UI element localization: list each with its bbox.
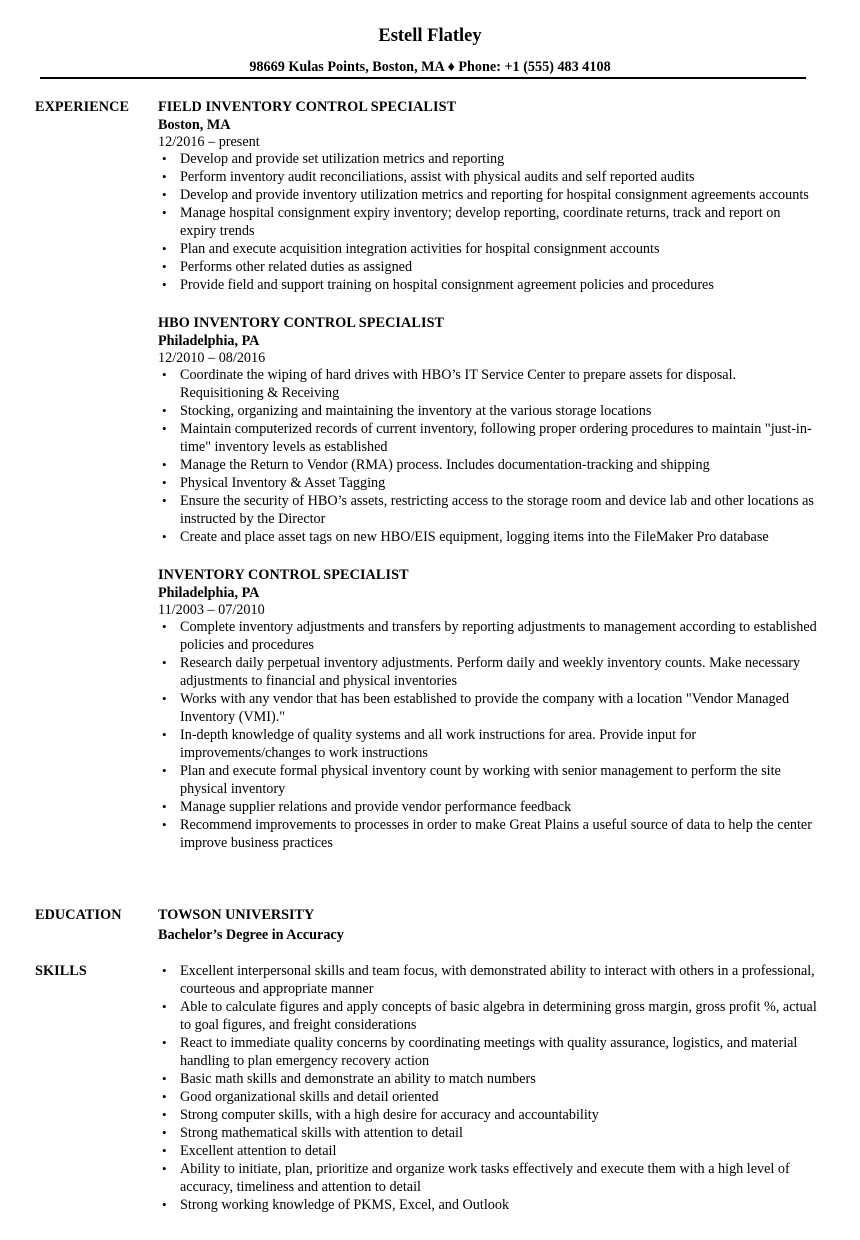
skill-item: • Basic math skills and demonstrate an ability to match numbers <box>158 1070 818 1088</box>
job-dates: 11/2003 – 07/2010 <box>158 602 265 618</box>
job-entry <box>158 314 818 546</box>
skill-item: • Strong mathematical skills with attention to detail <box>158 1124 818 1142</box>
job-location: Philadelphia, PA <box>158 585 260 601</box>
job-bullets <box>158 366 818 546</box>
job-bullet: • Maintain computerized records of current inventory, following proper ordering procedures to maintain "just-in-time" inventory levels as established <box>158 420 818 456</box>
contact-line: 98669 Kulas Points, Boston, MA ♦ Phone: +1 (555) 483 4108 <box>249 59 611 75</box>
job-bullet: • Recommend improvements to processes in order to make Great Plains a useful source of data to help the center improve business practices <box>158 816 818 852</box>
experience-list <box>158 98 818 872</box>
skill-item: • Excellent attention to detail <box>158 1142 818 1160</box>
skills-list-container <box>158 962 818 1214</box>
skills-list <box>158 962 818 1214</box>
job-bullet: • Develop and provide set utilization metrics and reporting <box>158 150 818 168</box>
job-bullet: • Research daily perpetual inventory adjustments. Perform daily and weekly inventory counts. Make necessary adjustments to financial and physical inventories <box>158 654 818 690</box>
job-bullet: • Works with any vendor that has been established to provide the company with a location "Vendor Managed Inventory (VMI)." <box>158 690 818 726</box>
skill-item: • Ability to initiate, plan, prioritize and organize work tasks effectively and execute them with a high level of accuracy, timeliness and attention to detail <box>158 1160 818 1196</box>
job-bullet: • Physical Inventory & Asset Tagging <box>158 474 818 492</box>
degree: Bachelor’s Degree in Accuracy <box>158 927 344 943</box>
job-title: FIELD INVENTORY CONTROL SPECIALIST <box>158 99 457 115</box>
job-bullets <box>158 150 818 294</box>
job-bullet: • Develop and provide inventory utilization metrics and reporting for hospital consignment agreements accounts <box>158 186 818 204</box>
job-entry <box>158 566 818 852</box>
job-bullet: • Create and place asset tags on new HBO/EIS equipment, logging items into the FileMaker Pro database <box>158 528 818 546</box>
job-bullet: • Complete inventory adjustments and transfers by reporting adjustments to management according to established policies and procedures <box>158 618 818 654</box>
skill-item: • Excellent interpersonal skills and team focus, with demonstrated ability to interact with others in a professional, courteous and appropriate manner <box>158 962 818 998</box>
section-label-skills: SKILLS <box>35 963 87 979</box>
job-location: Boston, MA <box>158 117 231 133</box>
school-name: TOWSON UNIVERSITY <box>158 907 315 923</box>
job-bullet: • Coordinate the wiping of hard drives with HBO’s IT Service Center to prepare assets for disposal. Requisitioning & Receiving <box>158 366 818 402</box>
job-entry <box>158 98 818 294</box>
job-dates: 12/2016 – present <box>158 134 260 150</box>
job-bullet: • Stocking, organizing and maintaining the inventory at the various storage locations <box>158 402 818 420</box>
job-dates: 12/2010 – 08/2016 <box>158 350 266 366</box>
job-bullet: • Perform inventory audit reconciliations, assist with physical audits and self reported audits <box>158 168 818 186</box>
job-bullet: • Manage hospital consignment expiry inventory; develop reporting, coordinate returns, track and report on expiry trends <box>158 204 818 240</box>
skill-item: • Strong working knowledge of PKMS, Excel, and Outlook <box>158 1196 818 1214</box>
candidate-name: Estell Flatley <box>378 26 482 46</box>
job-bullet: • In-depth knowledge of quality systems and all work instructions for area. Provide input for improvements/changes to work instructions <box>158 726 818 762</box>
job-bullet: • Provide field and support training on hospital consignment agreement policies and procedures <box>158 276 818 294</box>
job-bullet: • Plan and execute formal physical inventory count by working with senior management to perform the site physical inventory <box>158 762 818 798</box>
skill-item: • Able to calculate figures and apply concepts of basic algebra in determining gross margin, gross profit %, actual to goal figures, and freight considerations <box>158 998 818 1034</box>
skill-item: • React to immediate quality concerns by coordinating meetings with quality assurance, logistics, and material handling to plan emergency recovery action <box>158 1034 818 1070</box>
job-bullets <box>158 618 818 852</box>
job-bullet: • Performs other related duties as assigned <box>158 258 818 276</box>
skill-item: • Strong computer skills, with a high desire for accuracy and accountability <box>158 1106 818 1124</box>
education-entry <box>158 906 818 946</box>
section-label-experience: EXPERIENCE <box>35 99 130 115</box>
header-divider <box>40 77 806 79</box>
job-title: INVENTORY CONTROL SPECIALIST <box>158 567 409 583</box>
skill-item: • Good organizational skills and detail oriented <box>158 1088 818 1106</box>
job-location: Philadelphia, PA <box>158 333 260 349</box>
job-title: HBO INVENTORY CONTROL SPECIALIST <box>158 315 445 331</box>
job-bullet: • Manage the Return to Vendor (RMA) process. Includes documentation-tracking and shipping <box>158 456 818 474</box>
job-bullet: • Manage supplier relations and provide vendor performance feedback <box>158 798 818 816</box>
job-bullet: • Plan and execute acquisition integration activities for hospital consignment accounts <box>158 240 818 258</box>
section-label-education: EDUCATION <box>35 907 122 923</box>
job-bullet: • Ensure the security of HBO’s assets, restricting access to the storage room and device lab and other locations as instructed by the Director <box>158 492 818 528</box>
